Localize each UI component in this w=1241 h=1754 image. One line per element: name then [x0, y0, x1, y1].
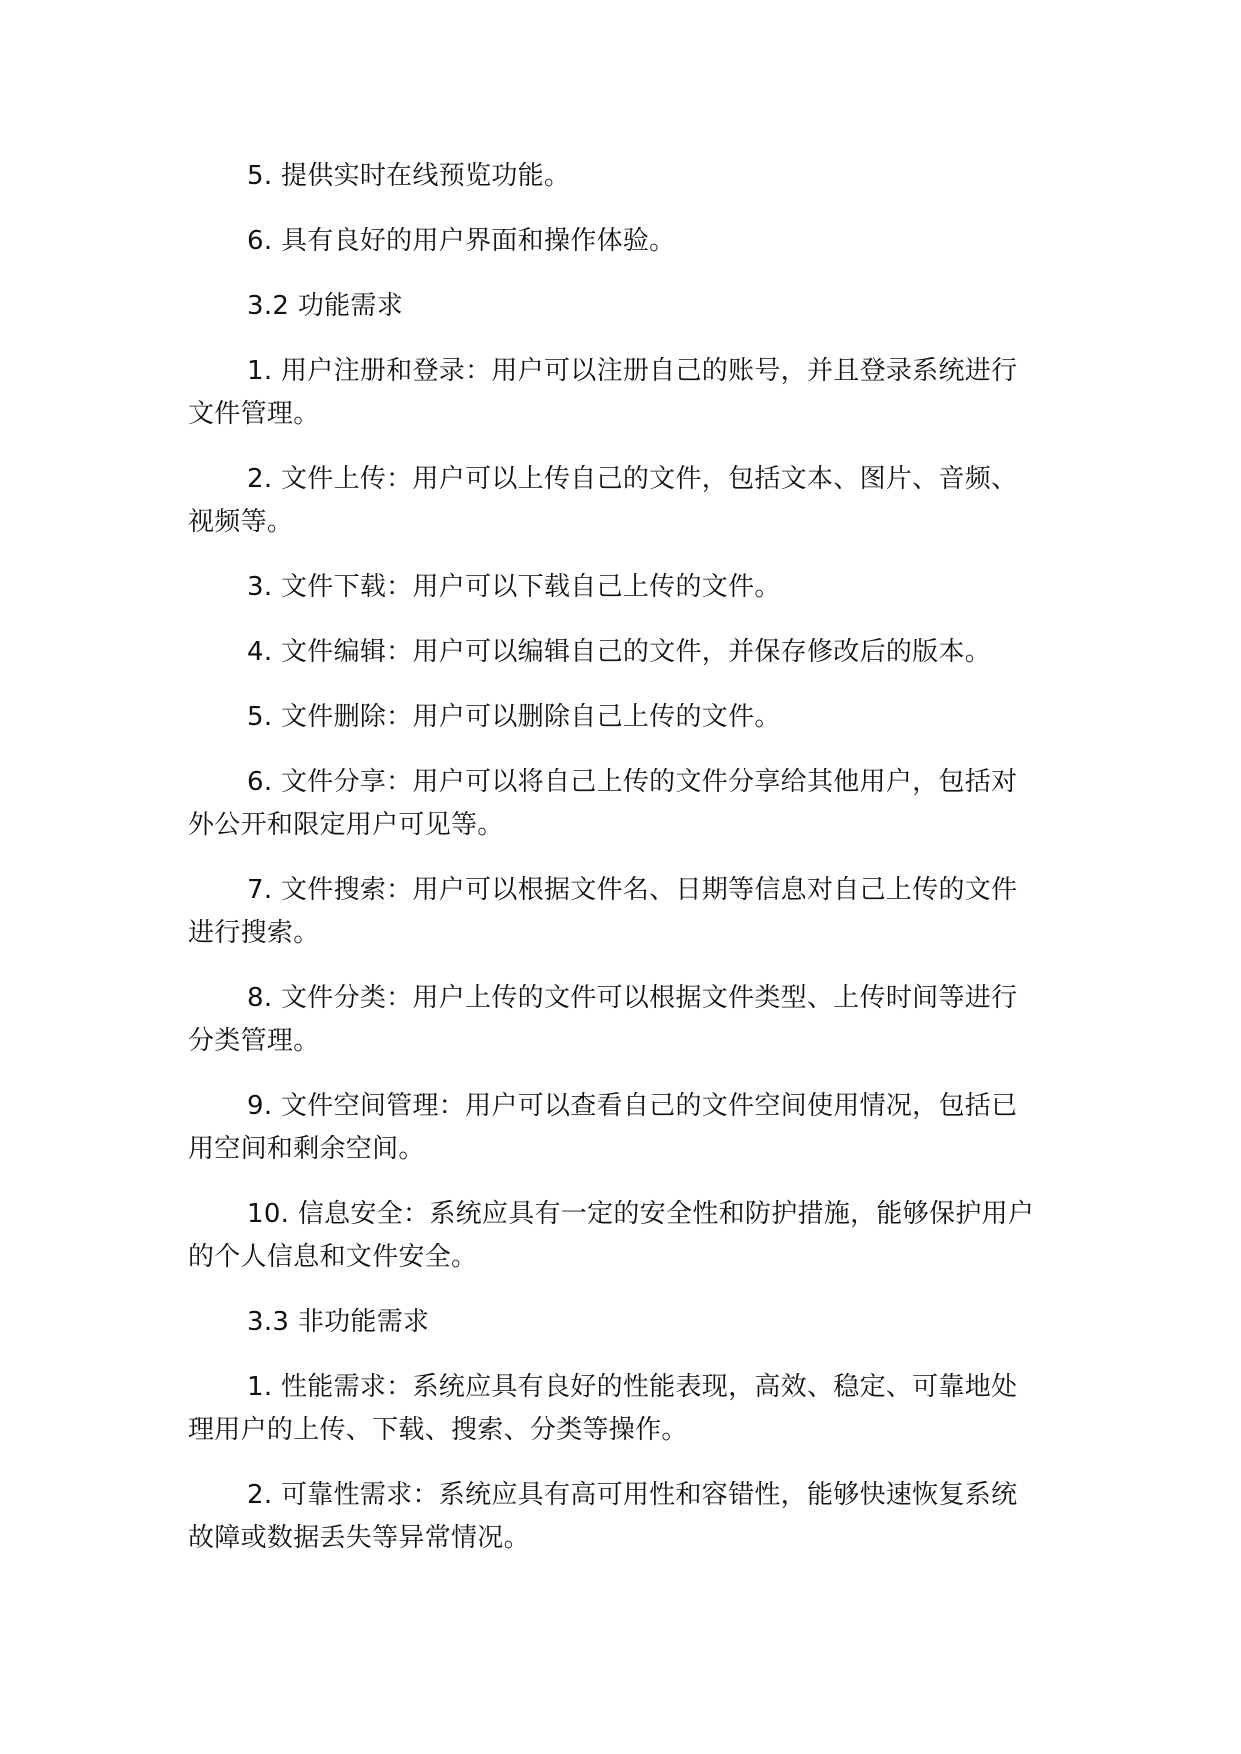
list-item-file-edit: 4. 文件编辑：用户可以编辑自己的文件，并保存修改后的版本。: [247, 637, 992, 667]
list-item-preview: 5. 提供实时在线预览功能。: [247, 161, 571, 191]
list-item-storage-management: 9. 文件空间管理：用户可以查看自己的文件空间使用情况，包括已用空间和剩余空间。: [188, 1091, 1018, 1164]
list-item-file-delete: 5. 文件删除：用户可以删除自己上传的文件。: [247, 702, 781, 732]
list-item-register-login: 1. 用户注册和登录：用户可以注册自己的账号，并且登录系统进行文件管理。: [188, 356, 1018, 429]
list-item-file-classify: 8. 文件分类：用户上传的文件可以根据文件类型、上传时间等进行分类管理。: [188, 983, 1018, 1056]
list-item-file-upload: 2. 文件上传：用户可以上传自己的文件，包括文本、图片、音频、视频等。: [188, 464, 1018, 537]
section-heading-nonfunctional-requirements: 3.3 非功能需求: [247, 1307, 430, 1337]
list-item-information-security: 10. 信息安全：系统应具有一定的安全性和防护措施，能够保护用户的个人信息和文件安全。: [188, 1199, 1035, 1272]
list-item-performance: 1. 性能需求：系统应具有良好的性能表现，高效、稳定、可靠地处理用户的上传、下载、搜索、分类等操作。: [188, 1372, 1018, 1445]
list-item-ui-experience: 6. 具有良好的用户界面和操作体验。: [247, 226, 676, 256]
list-item-reliability: 2. 可靠性需求：系统应具有高可用性和容错性，能够快速恢复系统故障或数据丢失等异常情况。: [188, 1480, 1018, 1553]
list-item-file-share: 6. 文件分享：用户可以将自己上传的文件分享给其他用户，包括对外公开和限定用户可见等。: [188, 767, 1018, 840]
section-heading-functional-requirements: 3.2 功能需求: [247, 291, 404, 321]
list-item-file-search: 7. 文件搜索：用户可以根据文件名、日期等信息对自己上传的文件进行搜索。: [188, 875, 1018, 948]
list-item-file-download: 3. 文件下载：用户可以下载自己上传的文件。: [247, 572, 781, 602]
document-body: [188, 155, 1038, 1582]
